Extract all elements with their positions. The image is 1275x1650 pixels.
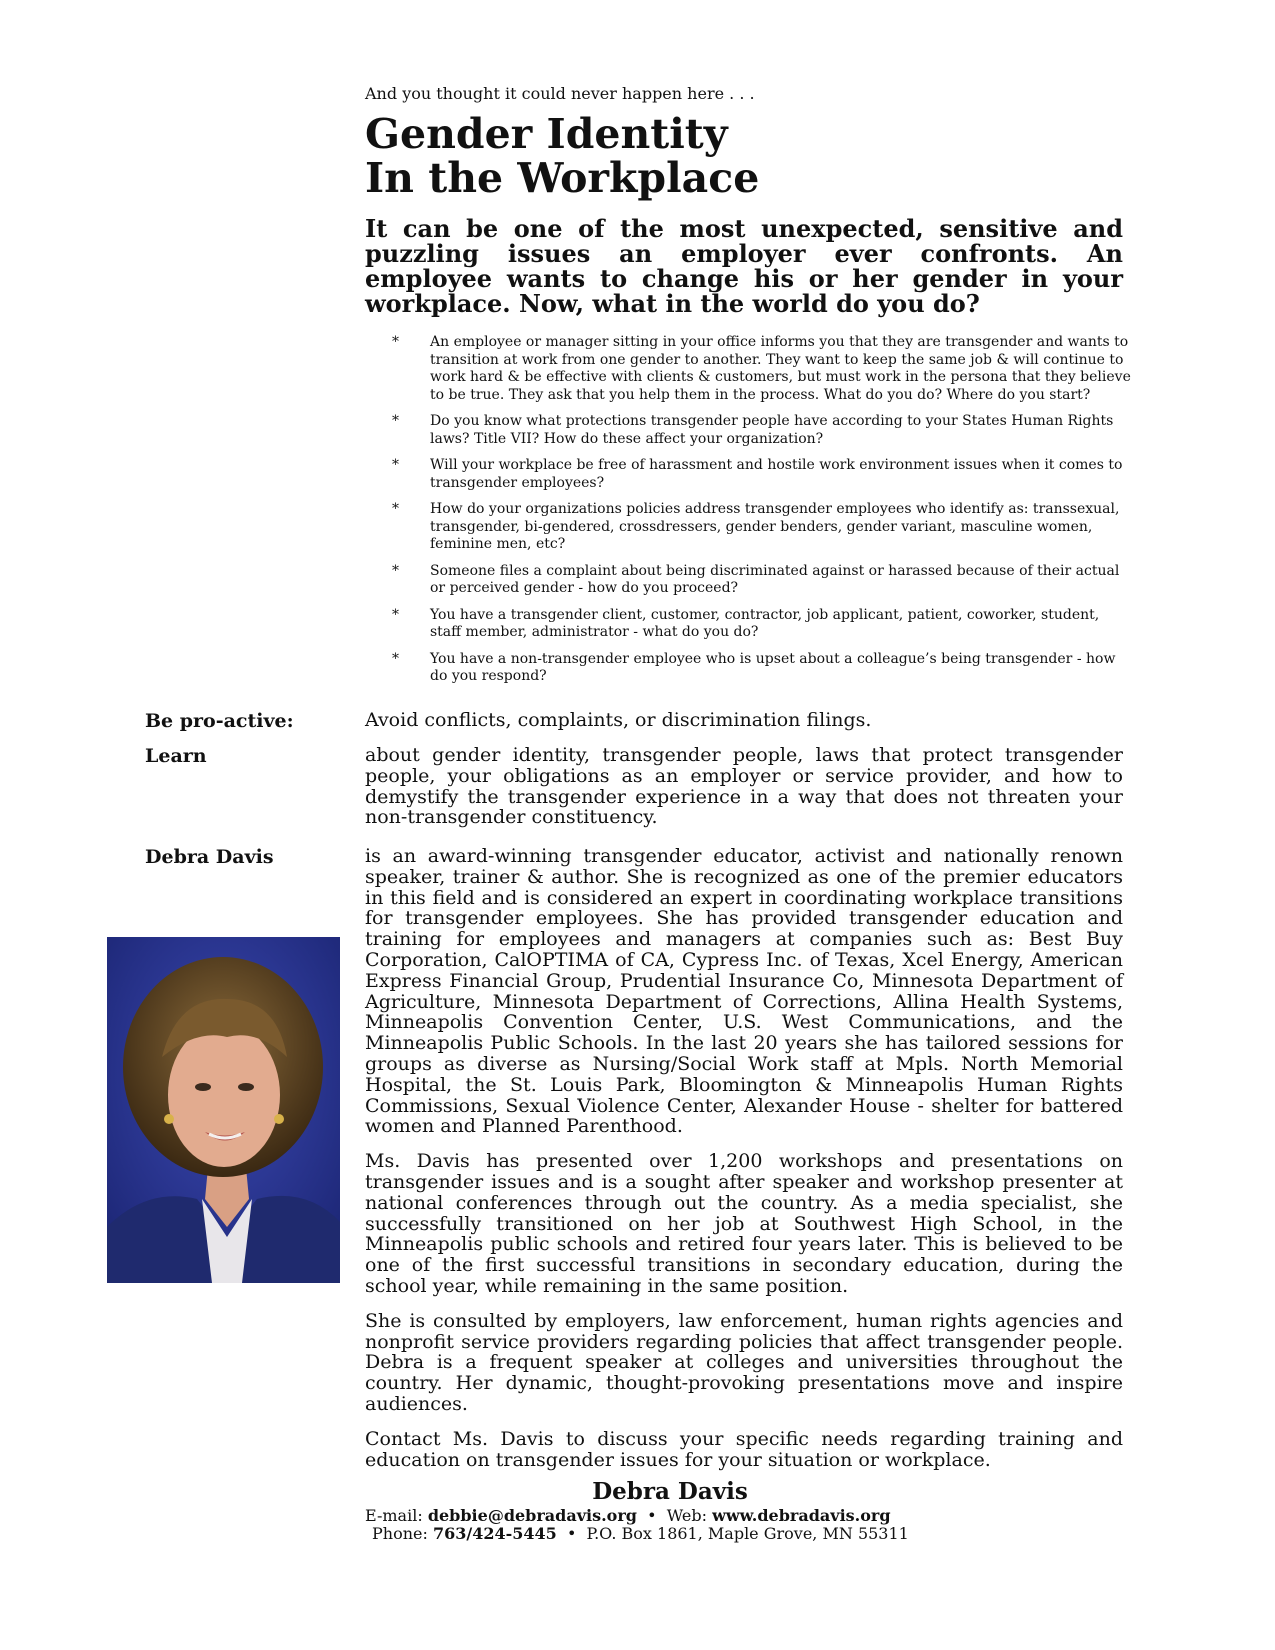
lead-paragraph: It can be one of the most unexpected, sensitive and puzzling issues an employer ever confronts. An employee wants to change his or her gender in your workplace. Now, what in the world do you do? <box>365 214 1123 318</box>
footer-contact-line <box>365 1506 891 1525</box>
bullet-marker: * <box>392 413 399 429</box>
email-label: E-mail: <box>365 1506 428 1525</box>
bullet-marker: * <box>392 562 399 579</box>
bio-paragraph-2: Ms. Davis has presented over 1,200 workshops and presentations on transgender issues and is a sought after speaker and workshop presenter at national conferences through out the country. As a media specialist, she successfully transitioned on her job at Southwest High School, in the Minneapolis public schools and retired four years later. This is believed to be one of the first successful transitions in secondary education, during the school year, while remaining in the same position. <box>365 1150 1123 1297</box>
list-item-text: You have a transgender client, customer, contractor, job applicant, patient, coworker, student, staff member, administrator - what do you do? <box>430 606 1100 640</box>
footer-address-line <box>372 1524 909 1543</box>
footer-name: Debra Davis <box>592 1478 748 1505</box>
list-item <box>392 651 1132 686</box>
list-item <box>392 501 1132 554</box>
proactive-label: Be pro-active: <box>145 710 294 732</box>
separator: • <box>556 1524 587 1543</box>
list-item-text: How do your organizations policies address transgender employees who identify as: transsexual, transgender, bi-gendered, crossdressers, gender benders, gender variant, masculine women, feminine men, etc? <box>430 501 1120 552</box>
title-line-1: Gender Identity <box>365 110 728 158</box>
bullet-marker: * <box>392 650 399 667</box>
mailing-address: P.O. Box 1861, Maple Grove, MN 55311 <box>586 1524 909 1543</box>
list-item-text: Someone files a complaint about being discriminated against or harassed because of their actual or perceived gender - how do you proceed? <box>430 562 1120 596</box>
phone-number: 763/424-5445 <box>432 1524 557 1543</box>
email-link[interactable]: debbie@debradavis.org <box>427 1506 637 1525</box>
list-item-text: Do you know what protections transgender people have according to your States Human Rights laws? Title VII? How do these affect your organization? <box>430 413 1114 447</box>
list-item-text: You have a non-transgender employee who is upset about a colleague’s being transgender - how do you respond? <box>430 650 1116 684</box>
learn-text: about gender identity, transgender people, laws that protect transgender people, your obligations as an employer or service provider, and how to demystify the transgender experience in a way that does not threaten your non-transgender constituency. <box>365 744 1123 829</box>
tagline: And you thought it could never happen here . . . <box>365 84 755 103</box>
bullet-marker: * <box>392 334 399 350</box>
list-item-text: An employee or manager sitting in your office informs you that they are transgender and wants to transition at work from one gender to another. They want to keep the same job & will continue to work hard & be effective with clients & customers, but must work in the persona that they believe to be true. They ask that you help them in the process. What do you do? Where do you start? <box>430 334 1131 403</box>
learn-label: Learn <box>145 745 207 767</box>
page-title <box>365 112 759 200</box>
bio-paragraph-3: She is consulted by employers, law enforcement, human rights agencies and nonprofit service providers regarding policies that affect transgender people. Debra is a frequent speaker at colleges and universities throughout the country. Her dynamic, thought-provoking presentations move and inspire audiences. <box>365 1309 1123 1415</box>
bullet-marker: * <box>392 457 399 473</box>
list-item <box>392 563 1132 598</box>
bio-body <box>365 846 1123 1484</box>
list-item <box>392 607 1132 642</box>
list-item <box>392 334 1132 404</box>
bullet-marker: * <box>392 606 399 623</box>
web-link[interactable]: www.debradavis.org <box>712 1506 891 1525</box>
separator: • <box>636 1506 667 1525</box>
bio-paragraph-4: Contact Ms. Davis to discuss your specific needs regarding training and education on transgender issues for your situation or workplace. <box>365 1427 1123 1471</box>
list-item-text: Will your workplace be free of harassment and hostile work environment issues when it comes to transgender employees? <box>430 457 1123 491</box>
list-item <box>392 457 1132 492</box>
portrait-illustration <box>107 937 340 1283</box>
phone-label: Phone: <box>372 1524 433 1543</box>
list-item <box>392 413 1132 448</box>
web-label: Web: <box>666 1506 713 1525</box>
proactive-text: Avoid conflicts, complaints, or discrimination filings. <box>365 709 872 731</box>
question-list <box>392 334 1132 695</box>
portrait-photo <box>107 937 340 1283</box>
title-line-2: In the Workplace <box>365 154 760 202</box>
bio-label: Debra Davis <box>145 846 274 868</box>
bio-paragraph-1: is an award-winning transgender educator, activist and nationally renown speaker, trainer & author. She is recognized as one of the premier educators in this field and is considered an expert in coordinating workplace transitions for transgender employees. She has provided transgender education and training for employees and managers at companies such as: Best Buy Corporation, CalOPTIMA of CA, Cypress Inc. of Texas, Xcel Energy, American Express Financial Group, Prudential Insurance Co, Minnesota Department of Agriculture, Minnesota Department of Corrections, Allina Health Systems, Minneapolis Convention Center, U.S. West Communications, and the Minneapolis Public Schools. In the last 20 years she has tailored sessions for groups as diverse as Nursing/Social Work staff at Mpls. North Memorial Hospital, the St. Louis Park, Bloomington & Minneapolis Human Rights Commissions, Sexual Violence Center, Alexander House - shelter for battered women and Planned Parenthood. <box>365 845 1123 1138</box>
bullet-marker: * <box>392 501 399 517</box>
